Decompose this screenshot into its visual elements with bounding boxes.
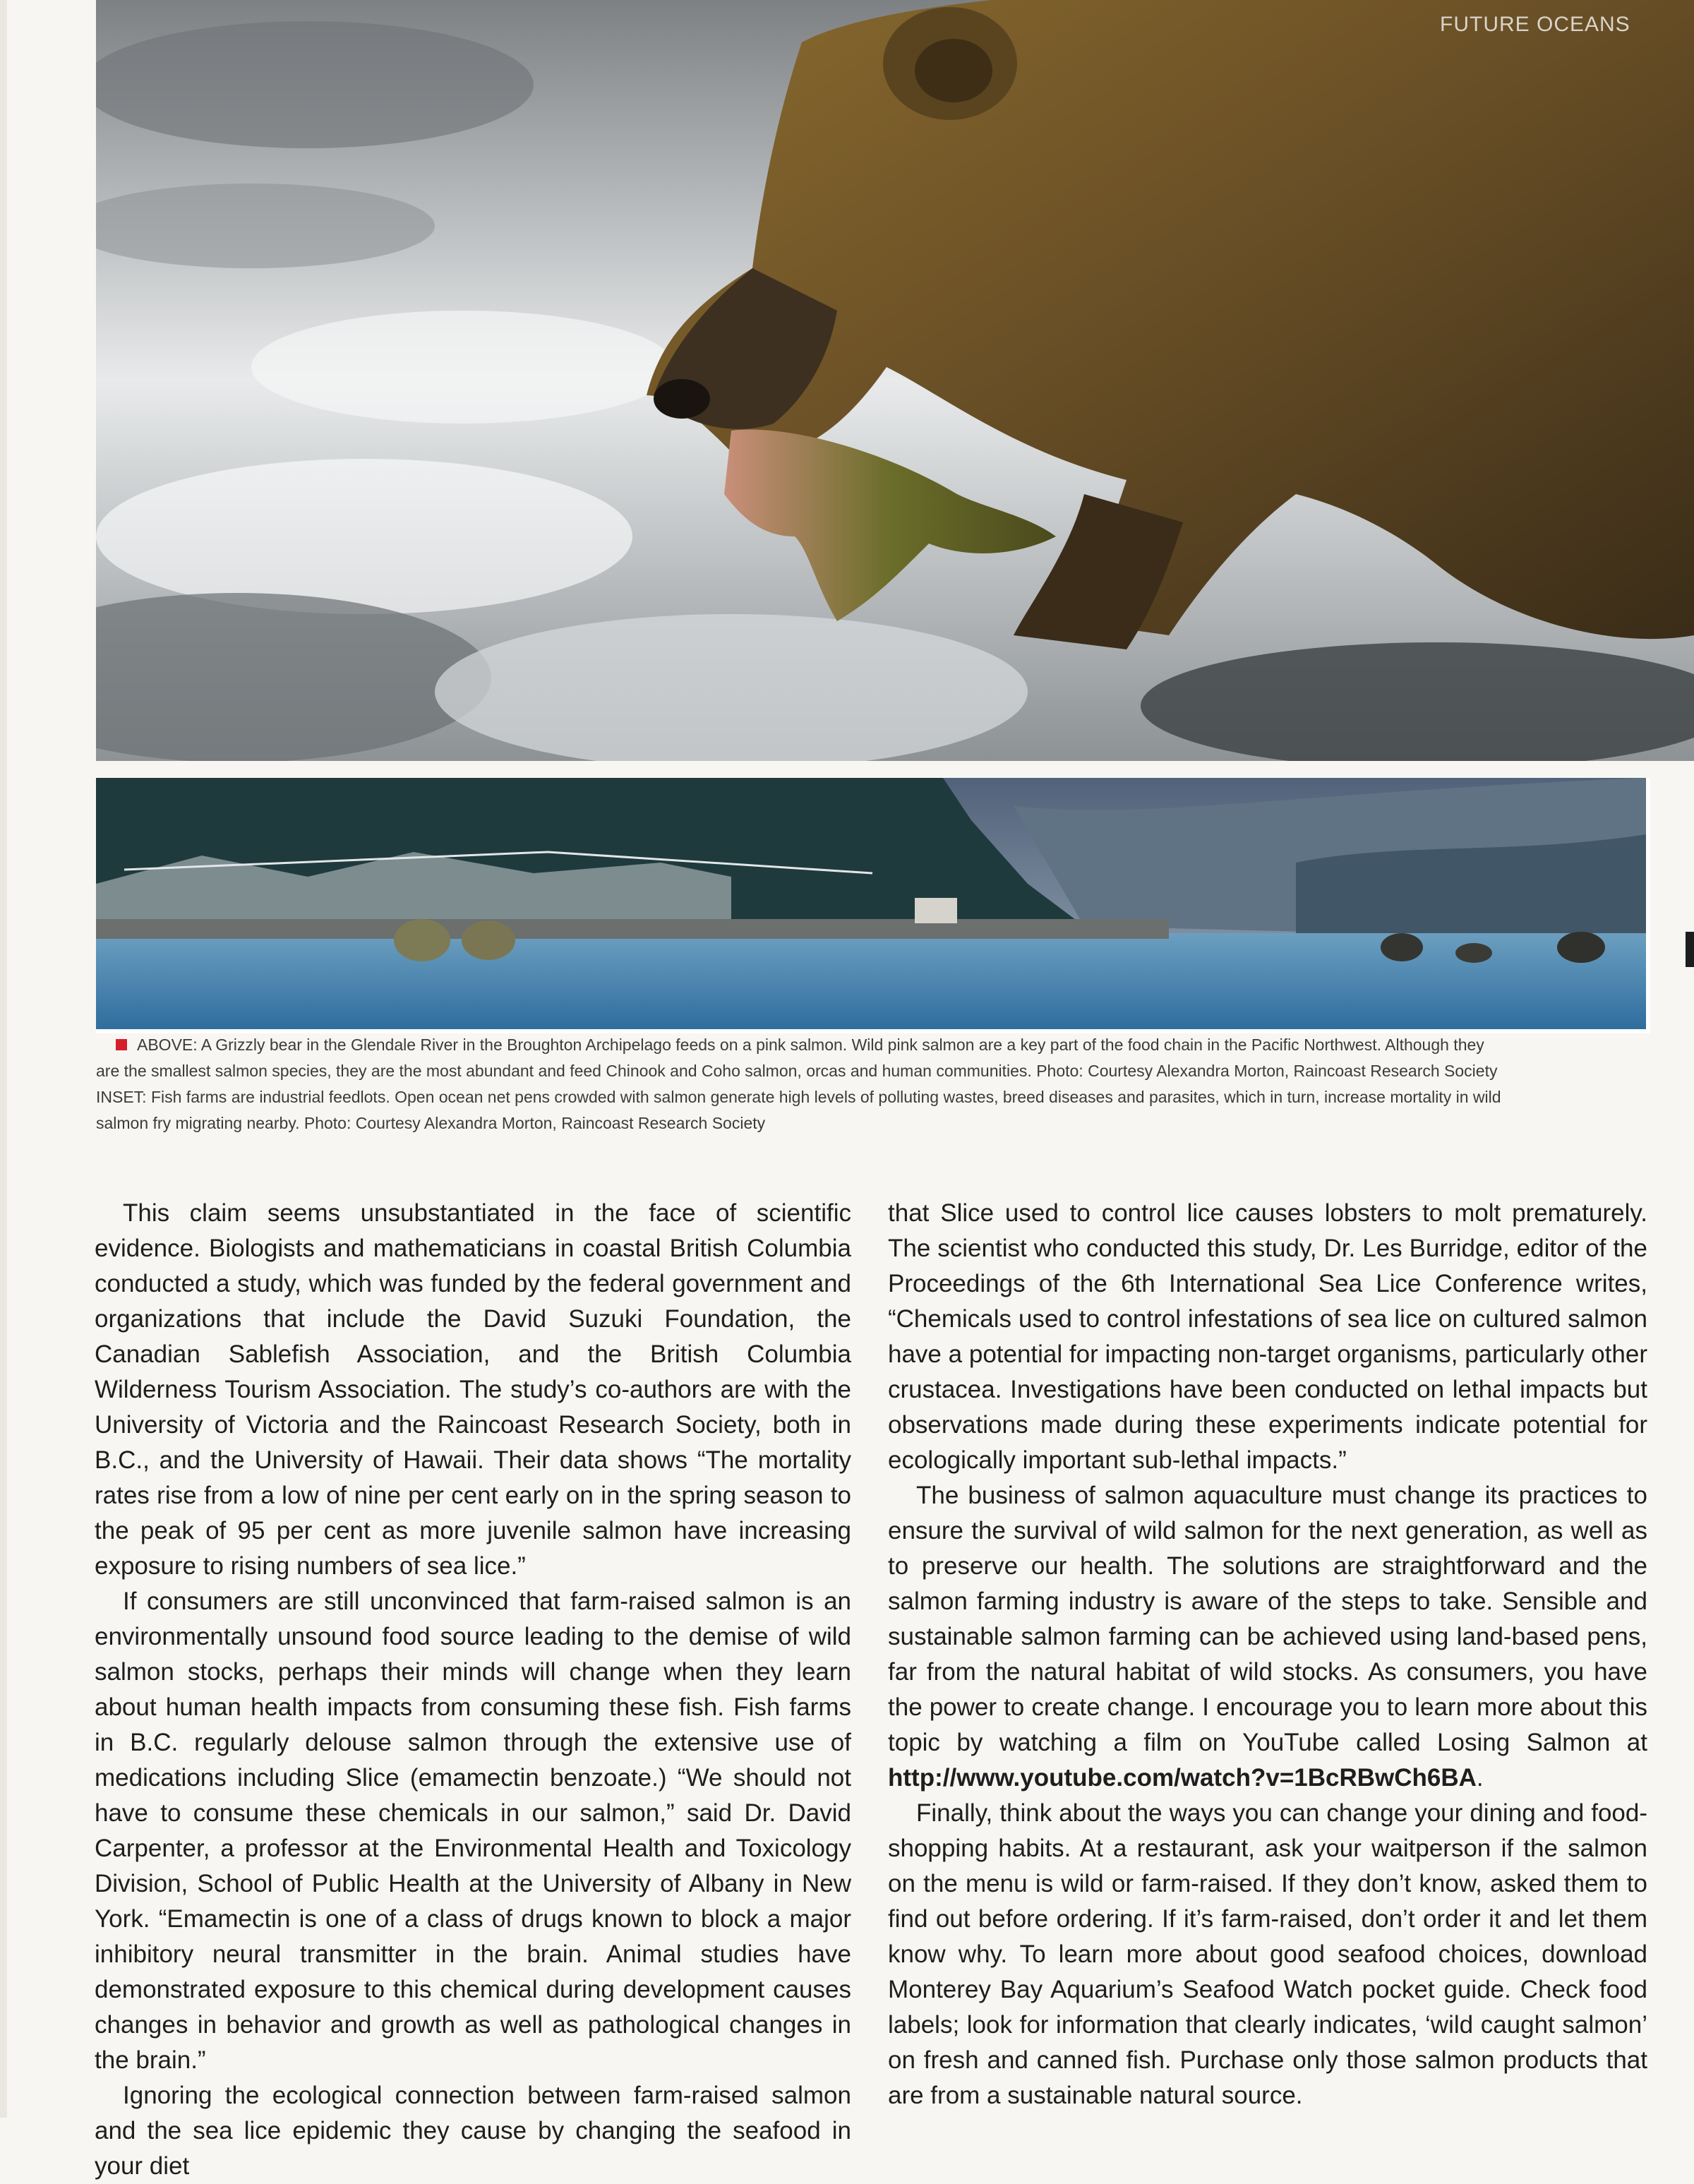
grizzly-bear-photo xyxy=(96,0,1694,761)
bear-illustration xyxy=(96,0,1694,761)
caption-line-4: salmon fry migrating nearby. Photo: Courtesy Alexandra Morton, Raincoast Research Society xyxy=(96,1114,766,1132)
article-column-left xyxy=(95,1196,851,2184)
paragraph: that Slice used to control lice causes lobsters to molt prematurely. The scientist who conducted this study, Dr. Les Burridge, editor of the Proceedings of the 6th International Sea Lice Conference writes, “Chemicals used to control infestations of sea lice on cultured salmon have a potential for impacting non-target organisms, particularly other crustacea. Investigations have been conducted on lethal impacts but observations made during these experiments indicate potential for ecologically important sub-lethal impacts.” xyxy=(888,1199,1647,1474)
caption-bullet-icon xyxy=(116,1039,127,1050)
page-edge-mark xyxy=(1686,932,1694,967)
caption-line-3: INSET: Fish farms are industrial feedlots. Open ocean net pens crowded with salmon generate high levels of polluting wastes, breed diseases and parasites, which in turn, increase mortality in wild xyxy=(96,1088,1501,1106)
caption-line-2: are the smallest salmon species, they are the most abundant and feed Chinook and Coho salmon, orcas and human communities. Photo: Courtesy Alexandra Morton, Raincoast Research Society xyxy=(96,1062,1498,1080)
paragraph: Finally, think about the ways you can change your dining and food-shopping habits. At a restaurant, ask your waitperson if the salmon on the menu is wild or farm-raised. If they don’t know, asked them to find out before ordering. If it’s farm-raised, don’t order it and let them know why. To learn more about good seafood choices, download Monterey Bay Aquarium’s Seafood Watch pocket guide. Check food labels; look for information that clearly indicates, ‘wild caught salmon’ on fresh and canned fish. Purchase only those salmon products that are from a sustainable natural source. xyxy=(888,1799,1647,2109)
page-edge xyxy=(0,0,7,2118)
paragraph: This claim seems unsubstantiated in the face of scientific evidence. Biologists and mathematicians in coastal British Columbia conducted a study, which was funded by the federal government and organizations that include the David Suzuki Foundation, the Canadian Sablefish Association, and the British Columbia Wilderness Tourism Association. The study’s co-authors are with the University of Victoria and the Raincoast Research Society, both in B.C., and the University of Hawaii. Their data shows “The mortality rates rise from a low of nine per cent early on in the spring season to the peak of 95 per cent as more juvenile salmon have increasing exposure to rising numbers of sea lice.” xyxy=(95,1199,851,1580)
paragraph: The business of salmon aquaculture must change its practices to ensure the survival of wild salmon for the next generation, as well as to preserve our health. The solutions are straightforward and the salmon farming industry is aware of the steps to take. Sensible and sustainable salmon farming can be achieved using land-based pens, far from the natural habitat of wild stocks. As consumers, you have the power to create change. I encourage you to learn more about this topic by watching a film on YouTube called Losing Salmon at http://www.youtube.com/watch?v=1BcRBwCh6BA. xyxy=(888,1482,1647,1792)
fish-farm-illustration xyxy=(96,778,1646,1029)
paragraph: Ignoring the ecological connection between farm-raised salmon and the sea lice epidemic they cause by changing the seafood in your diet xyxy=(95,2082,851,2180)
fish-farm-photo xyxy=(96,778,1650,1033)
paragraph: If consumers are still unconvinced that farm-raised salmon is an environmentally unsound food source leading to the demise of wild salmon stocks, perhaps their minds will change when they learn about human health impacts from consuming these fish. Fish farms in B.C. regularly delouse salmon through the extensive use of medications including Slice (emamectin benzoate.) “We should not have to consume these chemicals in our salmon,” said Dr. David Carpenter, a professor at the Environmental Health and Toxicology Division, School of Public Health at the University of Albany in New York. “Emamectin is one of a class of drugs known to block a major inhibitory neural transmitter in the brain. Animal studies have demonstrated exposure to this chemical during development causes changes in behavior and growth as well as pathological changes in the brain.” xyxy=(95,1588,851,2074)
caption-line-1: ABOVE: A Grizzly bear in the Glendale River in the Broughton Archipelago feeds on a pink salmon. Wild pink salmon are a key part of the food chain in the Pacific Northwest. Although they xyxy=(96,1032,1640,1058)
photo-caption xyxy=(96,1032,1640,1136)
article-column-right xyxy=(888,1196,1647,2113)
youtube-link[interactable]: http://www.youtube.com/watch?v=1BcRBwCh6BA xyxy=(888,1764,1477,1792)
section-label: FUTURE OCEANS xyxy=(1440,13,1630,36)
